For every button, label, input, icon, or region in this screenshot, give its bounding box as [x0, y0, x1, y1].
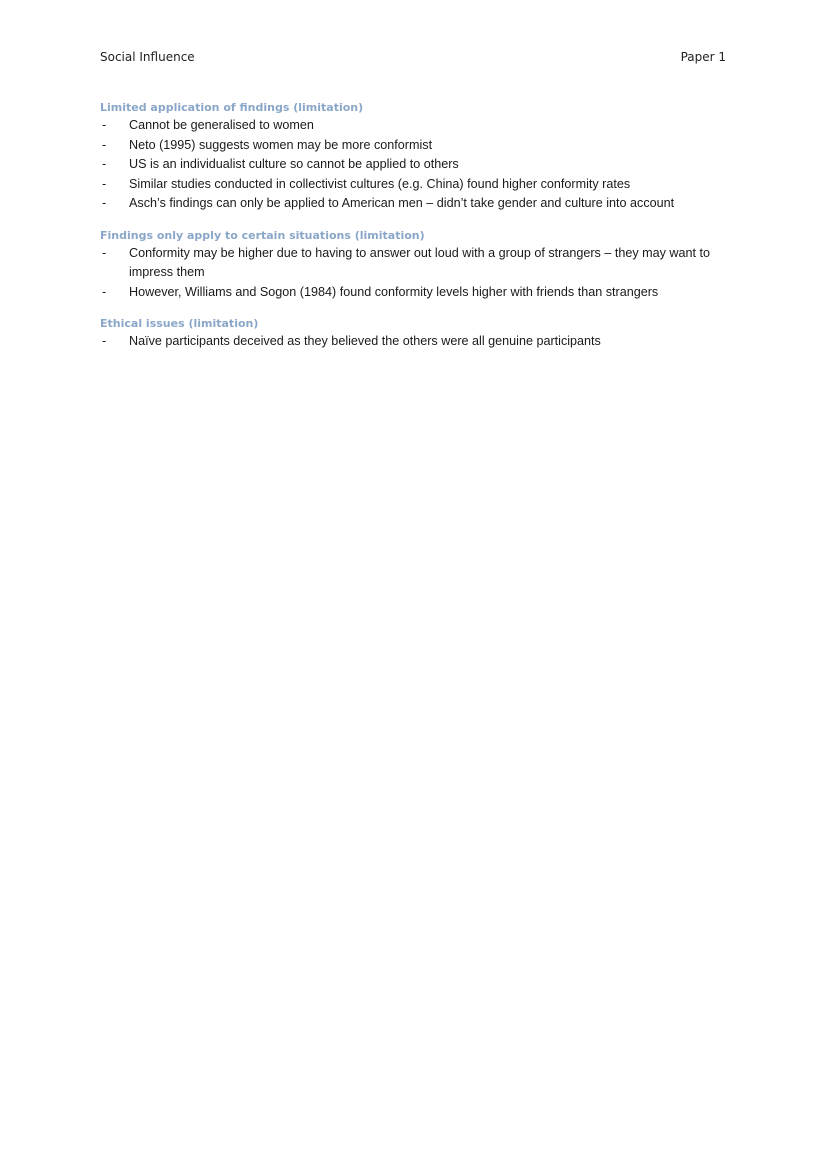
- list-item-text: US is an individualist culture so cannot be applied to others: [129, 157, 459, 171]
- page-header: [100, 50, 726, 64]
- bullet-dash: -: [102, 284, 107, 299]
- bullet-dash: -: [102, 245, 107, 260]
- list-item-text: Similar studies conducted in collectivist cultures (e.g. China) found higher conformity rates: [129, 176, 631, 191]
- list-item: [100, 244, 730, 283]
- bullet-dash: -: [102, 176, 107, 191]
- bullet-dash: -: [102, 196, 107, 210]
- list-item: [100, 283, 730, 303]
- header-left-title: Social Influence: [100, 50, 195, 64]
- bullet-dash: -: [102, 118, 107, 132]
- bullet-list-certain-situations: [100, 244, 730, 303]
- section-heading-limited-application: Limited application of findings (limitation): [100, 101, 364, 114]
- list-item: [100, 155, 730, 175]
- list-item-text: Asch’s findings can only be applied to American men – didn’t take gender and culture into account: [129, 196, 675, 210]
- bullet-list-ethical-issues: [100, 332, 730, 352]
- list-item: [100, 175, 730, 195]
- list-item: [100, 136, 730, 156]
- header-right-label: Paper 1: [680, 50, 726, 64]
- list-item: [100, 332, 730, 352]
- section-heading-certain-situations: Findings only apply to certain situations (limitation): [100, 228, 425, 242]
- document-body: [100, 100, 730, 352]
- list-item-text: Conformity may be higher due to having to answer out loud with a group of strangers – they may want to impress them: [129, 245, 711, 279]
- section-heading-ethical-issues: Ethical issues (limitation): [100, 317, 259, 330]
- list-item-text: Naïve participants deceived as they believed the others were all genuine participants: [129, 334, 601, 348]
- bullet-list-limited-application: [100, 116, 730, 214]
- list-item: [100, 116, 730, 136]
- bullet-dash: -: [102, 334, 107, 348]
- bullet-dash: -: [102, 157, 107, 171]
- bullet-dash: -: [102, 137, 107, 152]
- list-item-text: Neto (1995) suggests women may be more conformist: [129, 137, 433, 152]
- list-item: [100, 194, 730, 214]
- list-item-text: Cannot be generalised to women: [129, 118, 314, 132]
- list-item-text: However, Williams and Sogon (1984) found conformity levels higher with friends than strangers: [129, 284, 659, 299]
